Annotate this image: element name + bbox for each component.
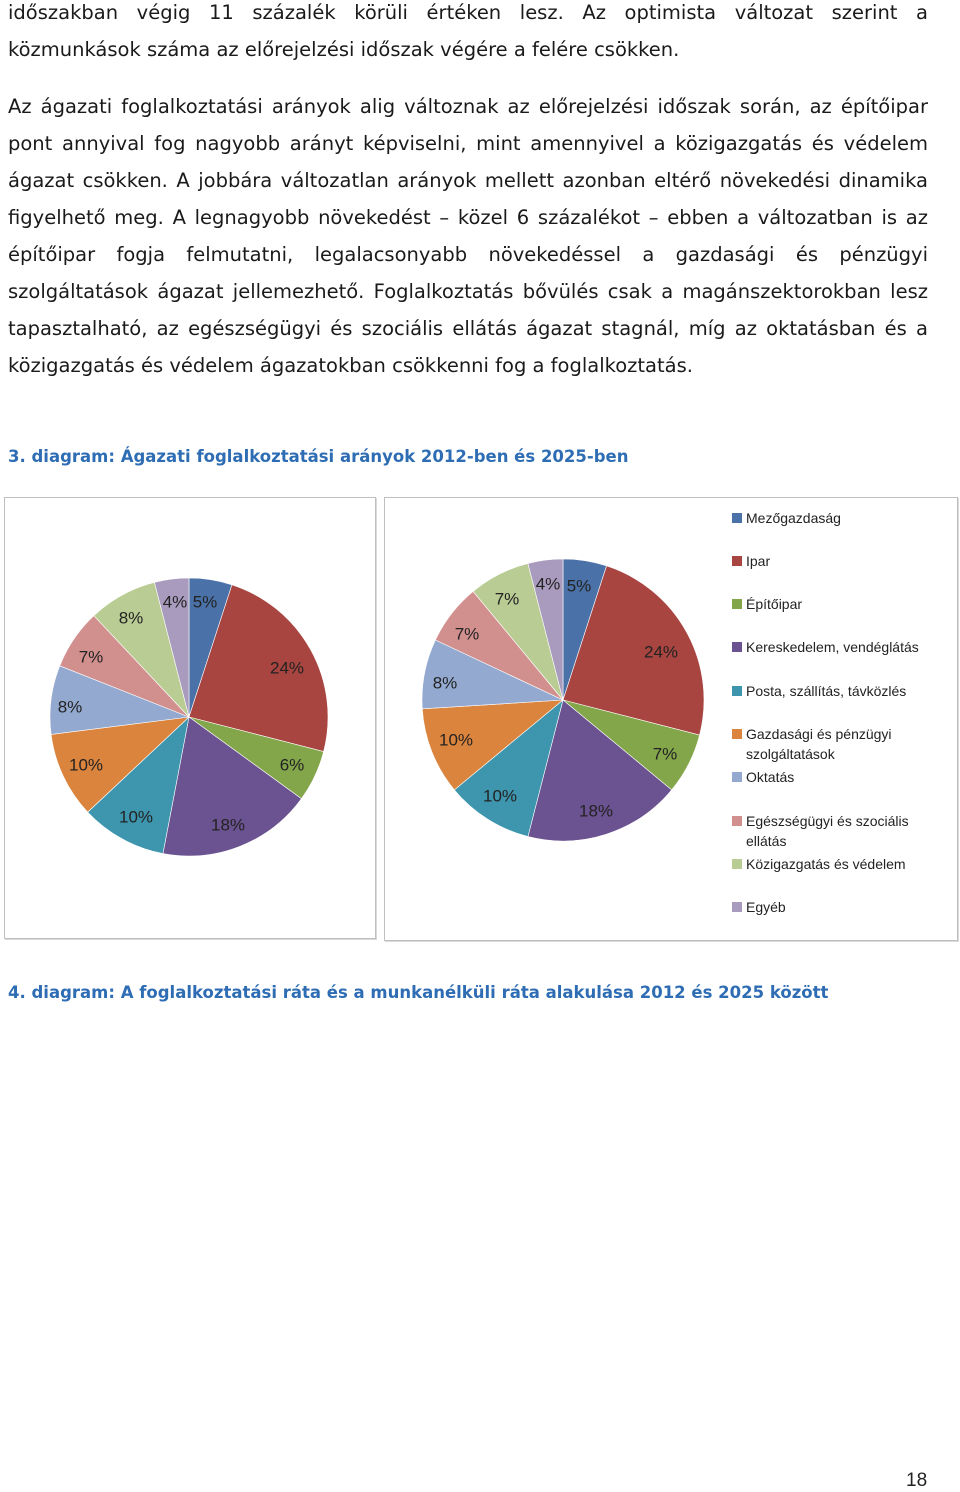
pie-data-label: 18%: [210, 815, 246, 835]
legend-swatch: [732, 556, 742, 566]
diagram-3-caption: 3. diagram: Ágazati foglalkoztatási arányok 2012-ben és 2025-ben: [8, 447, 629, 466]
legend-swatch: [732, 686, 742, 696]
legend-label: Ipar: [746, 553, 771, 569]
body-paragraph-2: Az ágazati foglalkoztatási arányok alig változnak az előrejelzési időszak során, az építőipar pont annyival fog nagyobb arányt képviselni, mint amennyivel a közigazgatás és védelem ágazat csökken. A jobbára változatlan arányok mellett azonban eltérő növekedési dinamika figyelhető meg. A legnagyobb növekedést – közel 6 százalékot – ebben a változatban is az építőipar fogja felmutatni, legalacsonyabb növekedéssel a gazdasági és pénzügyi szolgáltatások ágazat jellemezhető. Foglalkoztatás bővülés csak a magánszektorokban lesz tapasztalható, az egészségügyi és szociális ellátás ágazat stagnál, míg az oktatásban és a közigazgatás és védelem ágazatokban csökkenni fog a foglalkoztatás.: [8, 95, 928, 377]
body-paragraph-1: időszakban végig 11 százalék körüli értéken lesz. Az optimista változat szerint a közmunkások száma az előrejelzési időszak végére a felére csökken.: [8, 1, 928, 61]
legend-label: Építőipar: [746, 596, 803, 612]
pie-data-label: 4%: [535, 574, 561, 594]
pie-data-label: 24%: [643, 642, 679, 662]
pie-data-label: 10%: [438, 730, 474, 750]
legend-label: Oktatás: [746, 769, 795, 785]
pie-data-label: 10%: [482, 786, 518, 806]
legend-swatch: [732, 599, 742, 609]
legend-swatch: [732, 902, 742, 912]
pie-data-label: 8%: [432, 673, 458, 693]
legend-label: Kereskedelem, vendéglátás: [746, 639, 919, 655]
pie-data-label: 7%: [78, 647, 104, 667]
pie-chart-2012: [50, 578, 328, 856]
pie-data-label: 5%: [192, 592, 218, 612]
legend-label: Mezőgazdaság: [746, 510, 841, 526]
pie-data-label: 7%: [454, 624, 480, 644]
page-number: 18: [906, 1470, 928, 1491]
legend-label: Közigazgatás és védelem: [746, 856, 906, 872]
pie-data-label: 5%: [566, 576, 592, 596]
legend-label: Posta, szállítás, távközlés: [746, 683, 907, 699]
pie-chart-2025: [422, 559, 704, 841]
legend-swatch: [732, 816, 742, 826]
pie-data-label: 10%: [68, 755, 104, 775]
legend-swatch: [732, 729, 742, 739]
pie-data-label: 6%: [279, 755, 305, 775]
legend-swatch: [732, 513, 742, 523]
legend-label: Gazdasági és pénzügyi szolgáltatások: [746, 726, 892, 762]
pie-data-label: 24%: [269, 658, 305, 678]
diagram-4-caption: 4. diagram: A foglalkoztatási ráta és a munkanélküli ráta alakulása 2012 és 2025 között: [8, 983, 829, 1002]
legend-label: Egészségügyi és szociális ellátás: [746, 813, 909, 849]
pie-data-label: 7%: [494, 589, 520, 609]
pie-data-label: 4%: [162, 592, 188, 612]
legend-label: Egyéb: [746, 899, 786, 915]
pie-data-label: 10%: [118, 807, 154, 827]
legend-swatch: [732, 772, 742, 782]
legend-swatch: [732, 642, 742, 652]
pie-data-label: 18%: [578, 801, 614, 821]
pie-data-label: 8%: [57, 697, 83, 717]
legend-swatch: [732, 859, 742, 869]
pie-data-label: 8%: [118, 608, 144, 628]
pie-data-label: 7%: [652, 744, 678, 764]
